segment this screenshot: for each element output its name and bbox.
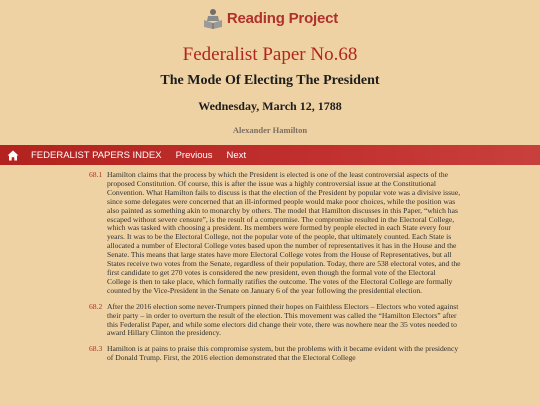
paragraph-number[interactable]: 68.3 (89, 344, 103, 354)
main-navbar (0, 145, 540, 165)
nav-next-link[interactable]: Next (226, 149, 247, 161)
paragraph-number[interactable]: 68.2 (89, 301, 103, 311)
nav-index-link[interactable]: FEDERALIST PAPERS INDEX (31, 149, 162, 161)
page-subtitle: The Mode Of Electing The President (160, 73, 380, 88)
site-logo[interactable] (0, 7, 540, 29)
page-title: Federalist Paper No.68 (182, 44, 358, 65)
author-name: Alexander Hamilton (232, 125, 308, 135)
paragraph-text: Hamilton is at pains to praise this compromise system, but the problems with it became evident with the presidency of Donald Trump. First, the 2016 election demonstrated that the Electoral College (107, 344, 459, 363)
nav-previous-link[interactable]: Previous (175, 149, 213, 161)
paragraph (89, 303, 461, 339)
paragraph-text: Hamilton claims that the process by which the President is elected is one of the least controversial aspects of the proposed Constitution. Of course, this is after the issue was a highly controversial issue at the Constitutional Convention. What Hamilton fails to discuss is that the election of the President by popular vote was a divisive issue, since some delegates were concerned that an ill-informed people would make poor choices, while the position was also painted as something akin to monarchy by others. The model that Hamilton discusses in this Paper, “which has escaped without severe censure”, is the result of a compromise. The compromise resulted in the Electoral College, which was tasked with choosing a president. Its members were formed by people elected in each State every four years. It was to be the Electoral College, not the popular vote of the people, that ultimately counted. Each State is allocated a number of Electoral College votes based upon the number of representatives it has in the House and the Senate. This means that large states have more Electoral College votes from the House of Representatives, but all States receive two votes from the Senate, regardless of their population. Today, there are 538 electoral votes, and the first candidate to get 270 votes is considered the new president, even though the formal vote of the Electoral College is then to take place, which formally ratifies the outcome. The votes of the Electoral College are formally counted by the Vice-President in the Senate on January 6 of the year following the presidential election. (107, 170, 461, 295)
home-icon[interactable] (7, 150, 19, 161)
paper-content (89, 171, 461, 370)
paragraph-number[interactable]: 68.1 (89, 170, 103, 179)
book-reader-icon (202, 7, 224, 29)
brand-name: Reading Project (226, 9, 339, 27)
paragraph-text: After the 2016 election some never-Trumpers pinned their hopes on Faithless Electors – Electors who voted against their party – in order to overturn the result of the election. This movement was called the “Hamilton Electors” after this Federalist Paper, and while some electors did change their vote, there was nowhere near the 35 votes needed to award Hillary Clinton the presidency. (107, 301, 459, 338)
paragraph (89, 345, 461, 363)
paragraph (89, 171, 461, 296)
publication-date: Wednesday, March 12, 1788 (198, 99, 342, 113)
